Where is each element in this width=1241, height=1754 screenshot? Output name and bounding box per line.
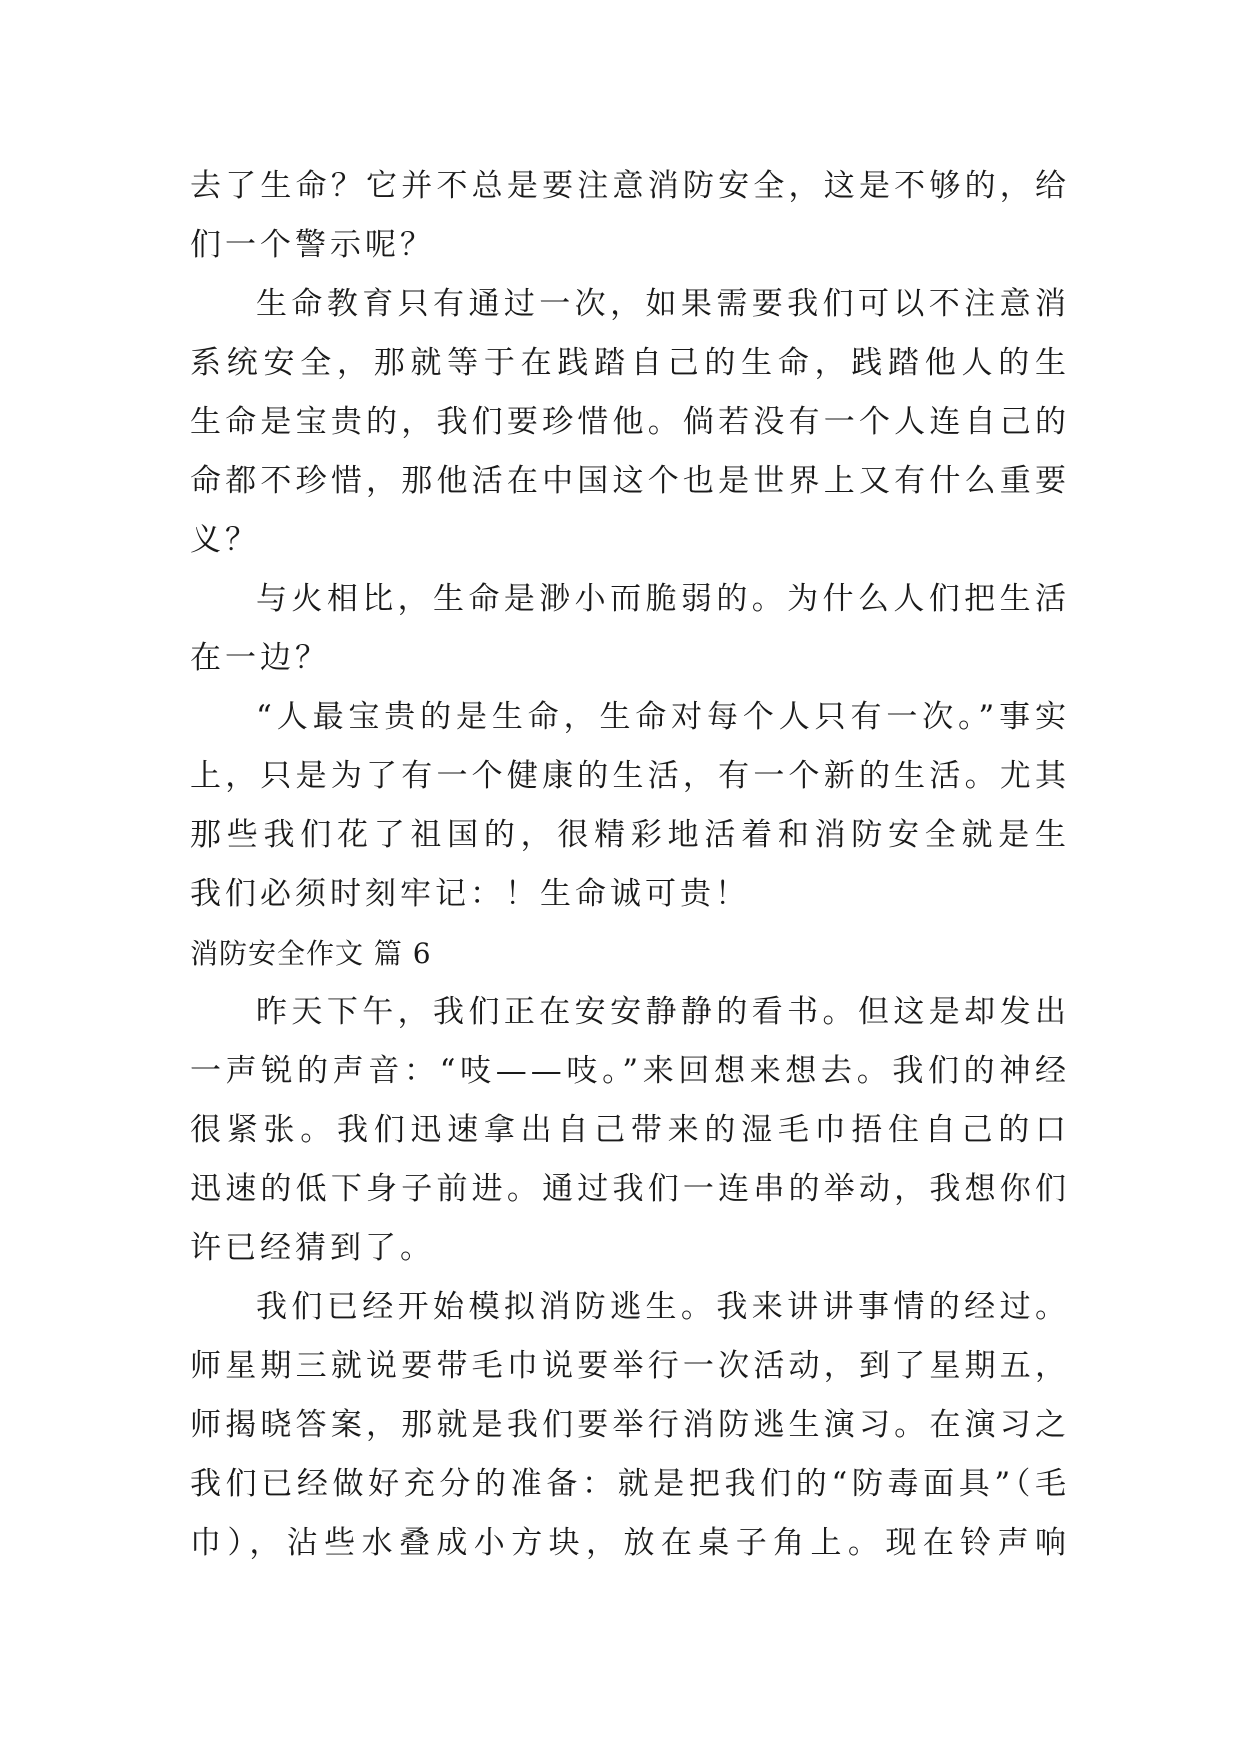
text-line: 生命是宝贵的，我们要珍惜他。倘若没有一个人连自己的 (190, 404, 1070, 440)
text-line: 师揭晓答案，那就是我们要举行消防逃生演习。在演习之 (190, 1407, 1070, 1443)
text-line: 很紧张。我们迅速拿出自己带来的湿毛巾捂住自己的口 (190, 1112, 1070, 1148)
text-line: 们一个警示呢？ (190, 227, 435, 263)
text-line: 我们已经开始模拟消防逃生。我来讲讲事情的经过。 (256, 1289, 1070, 1325)
text-line: 许已经猜到了。 (190, 1230, 435, 1266)
text-line: 昨天下午，我们正在安安静静的看书。但这是却发出 (256, 994, 1070, 1030)
text-line: 义？ (190, 522, 260, 558)
text-line: 一声锐的声音：“吱——吱。”来回想来想去。我们的神经 (190, 1053, 1070, 1089)
text-line: 去了生命？它并不总是要注意消防安全，这是不够的，给 (190, 168, 1070, 204)
text-line: 在一边？ (190, 640, 330, 676)
text-line: 巾），沾些水叠成小方块，放在桌子角上。现在铃声响 (190, 1525, 1070, 1561)
text-line: 系统安全，那就等于在践踏自己的生命，践踏他人的生 (190, 345, 1070, 381)
text-line: 我们必须时刻牢记：！生命诚可贵！ (190, 876, 750, 912)
text-line: 上，只是为了有一个健康的生活，有一个新的生活。尤其 (190, 758, 1070, 794)
text-line: 师星期三就说要带毛巾说要举行一次活动，到了星期五， (190, 1348, 1070, 1384)
text-line: 那些我们花了祖国的，很精彩地活着和消防安全就是生 (190, 817, 1070, 853)
section-heading: 消防安全作文 篇 6 (190, 937, 432, 970)
text-line: 生命教育只有通过一次，如果需要我们可以不注意消 (256, 286, 1070, 322)
text-line: 与火相比，生命是渺小而脆弱的。为什么人们把生活 (256, 581, 1070, 617)
text-line: 迅速的低下身子前进。通过我们一连串的举动，我想你们 (190, 1171, 1070, 1207)
text-line: “人最宝贵的是生命，生命对每个人只有一次。”事实 (256, 699, 1070, 735)
document-body (190, 157, 1070, 1573)
text-line: 我们已经做好充分的准备：就是把我们的“防毒面具”（毛 (190, 1466, 1070, 1502)
text-line: 命都不珍惜，那他活在中国这个也是世界上又有什么重要 (190, 463, 1070, 499)
